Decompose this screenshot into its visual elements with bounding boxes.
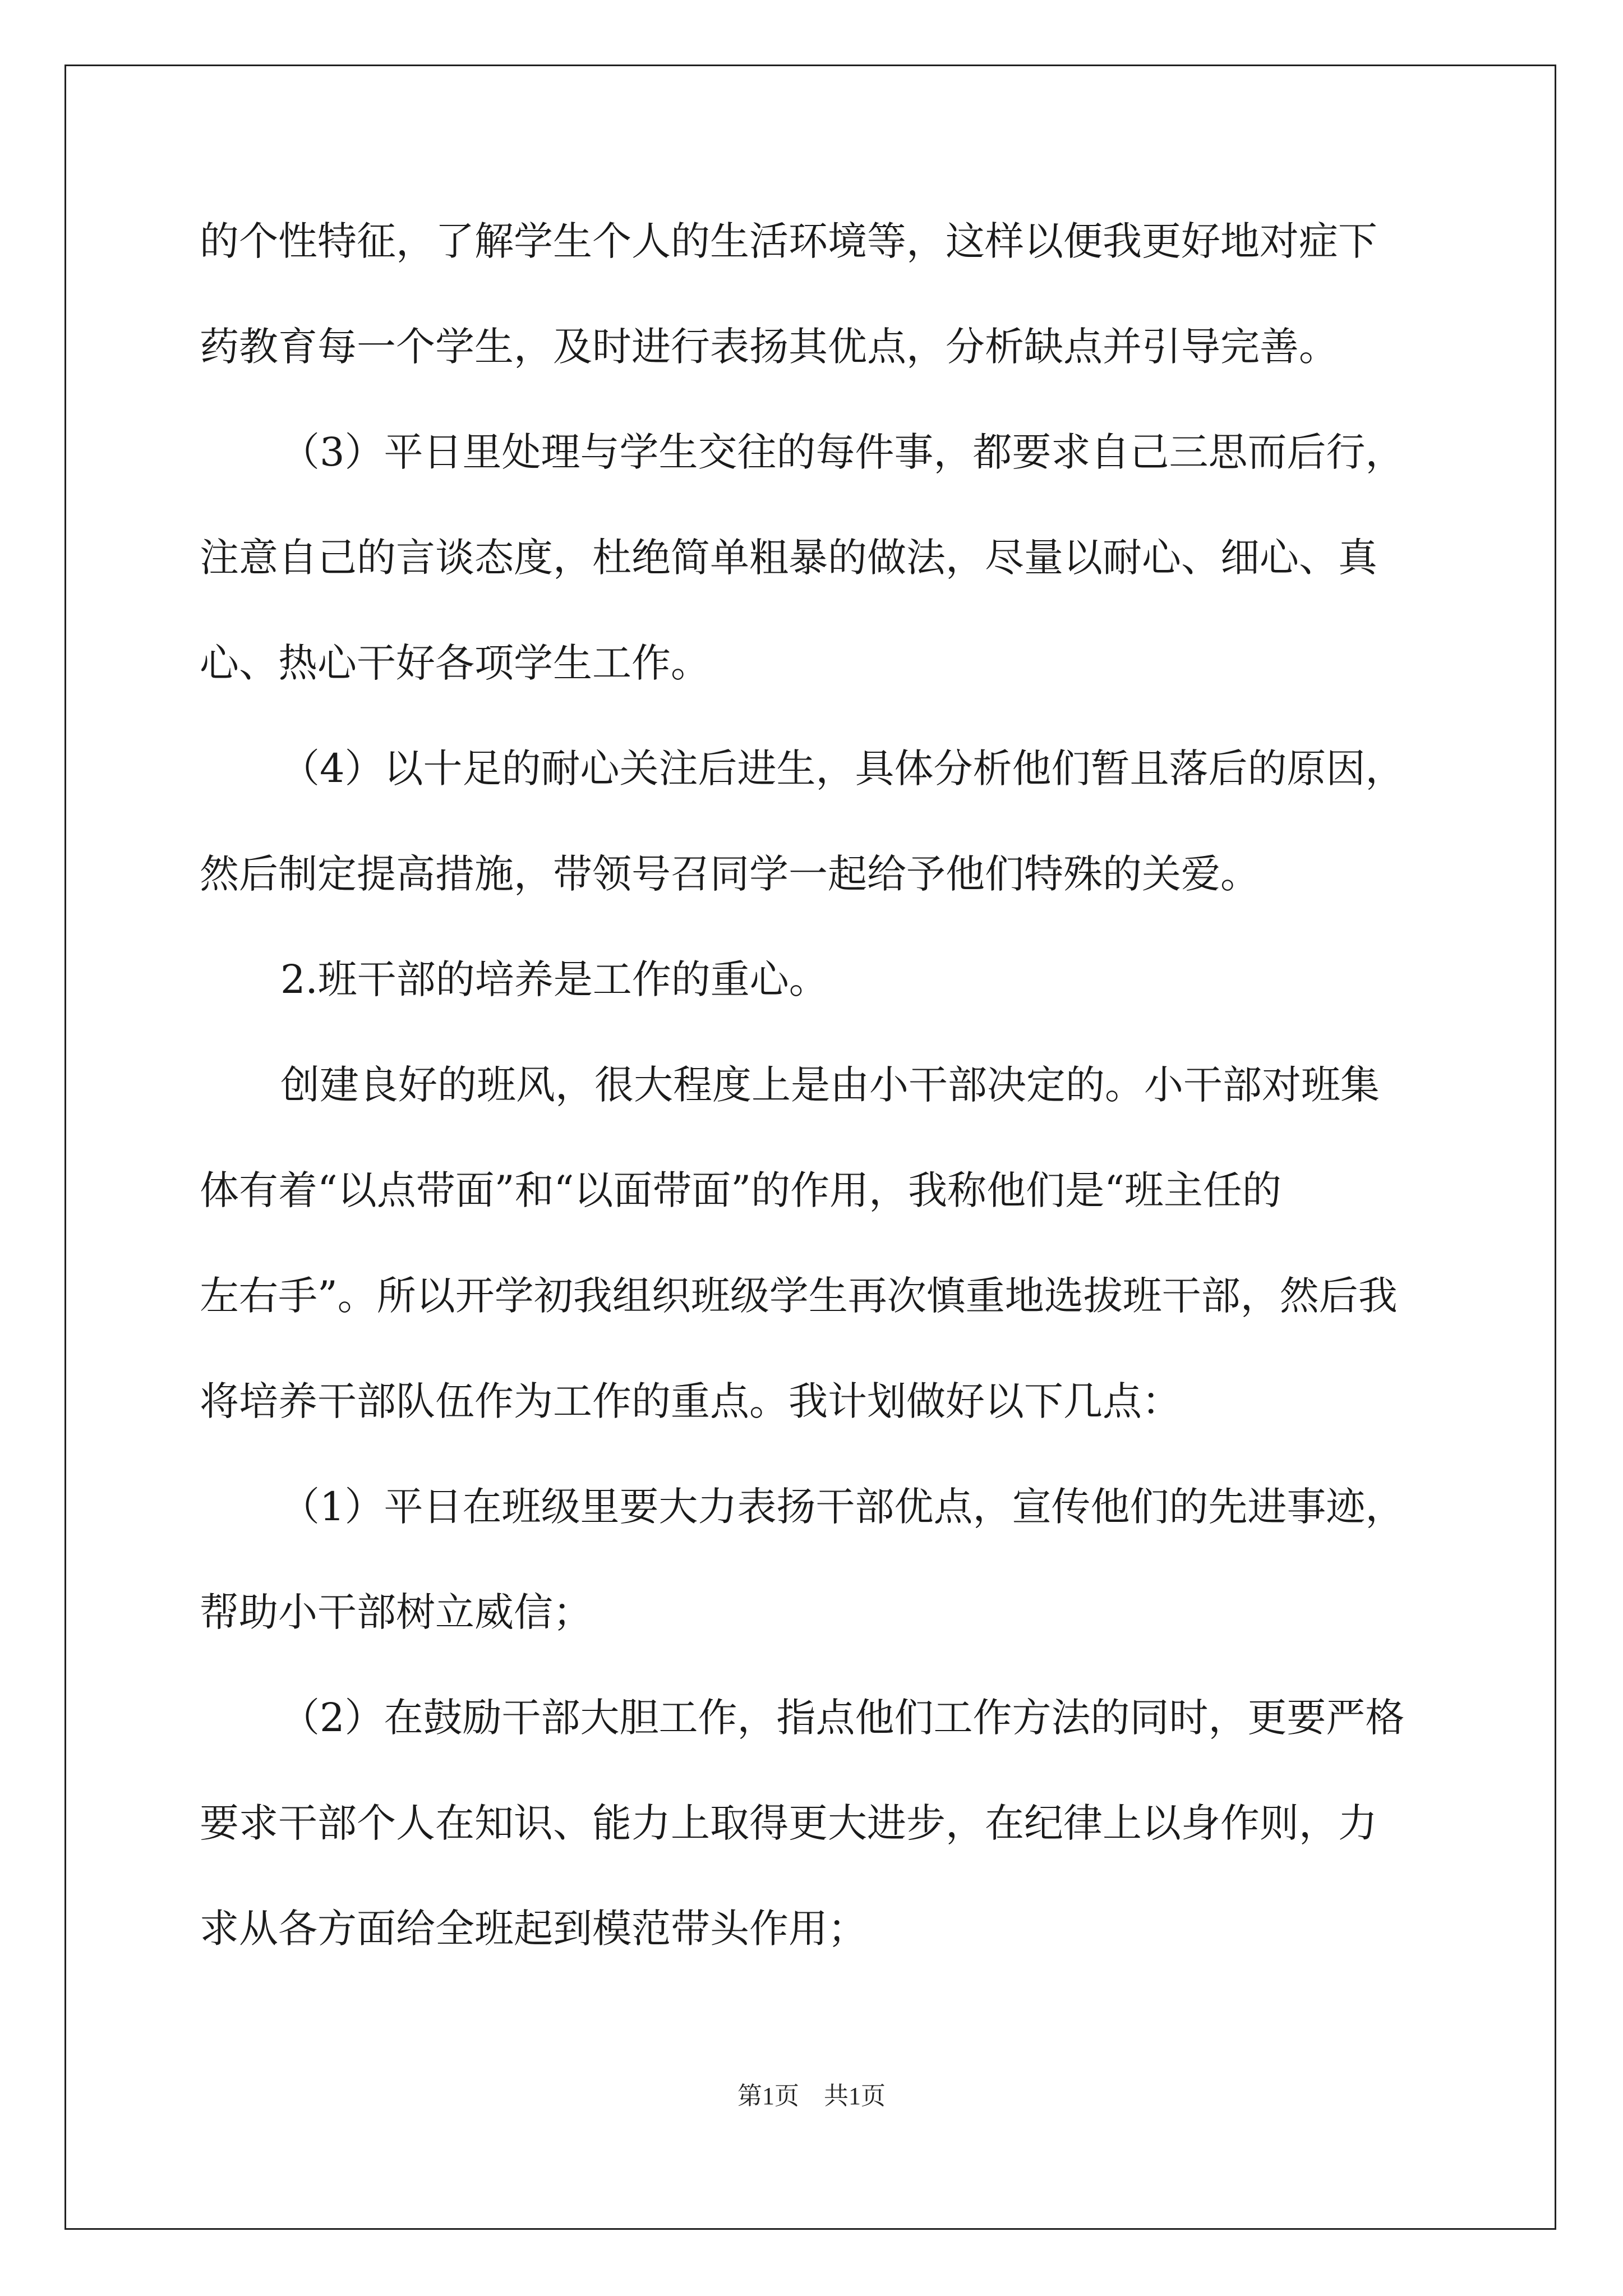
- text-line: （1）平日在班级里要大力表扬干部优点，宣传他们的先进事迹，: [280, 1484, 1405, 1530]
- text-line: 左右手”。所以开学初我组织班级学生再次慎重地选拔班干部，然后我: [200, 1273, 1398, 1319]
- text-line: 帮助小干部树立威信；: [200, 1589, 592, 1635]
- text-line: 将培养干部队伍作为工作的重点。我计划做好以下几点：: [200, 1378, 1181, 1424]
- page-number: 第1页 共1页: [737, 2082, 886, 2110]
- text-line: 创建良好的班风，很大程度上是由小干部决定的。小干部对班集: [280, 1062, 1380, 1108]
- section-heading: 2.班干部的培养是工作的重心。: [280, 956, 828, 1002]
- text-line: （3）平日里处理与学生交往的每件事，都要求自己三思而后行，: [280, 429, 1405, 475]
- text-line: 注意自己的言谈态度，杜绝简单粗暴的做法，尽量以耐心、细心、真: [200, 535, 1377, 581]
- text-line: 的个性特征，了解学生个人的生活环境等，这样以便我更好地对症下: [200, 218, 1377, 264]
- text-line: （4）以十足的耐心关注后进生，具体分析他们暂且落后的原因，: [280, 746, 1405, 792]
- text-line: 体有着“以点带面”和“以面带面”的作用，我称他们是“班主任的: [200, 1167, 1281, 1213]
- text-line: 求从各方面给全班起到模范带头作用；: [200, 1906, 867, 1952]
- text-line: 药教育每一个学生，及时进行表扬其优点，分析缺点并引导完善。: [200, 324, 1338, 370]
- text-line: （2）在鼓励干部大胆工作，指点他们工作方法的同时，更要严格: [280, 1695, 1405, 1741]
- text-line: 要求干部个人在知识、能力上取得更大进步，在纪律上以身作则，力: [200, 1800, 1377, 1846]
- text-line: 然后制定提高措施，带领号召同学一起给予他们特殊的关爱。: [200, 851, 1260, 897]
- text-line: 心、热心干好各项学生工作。: [200, 640, 710, 686]
